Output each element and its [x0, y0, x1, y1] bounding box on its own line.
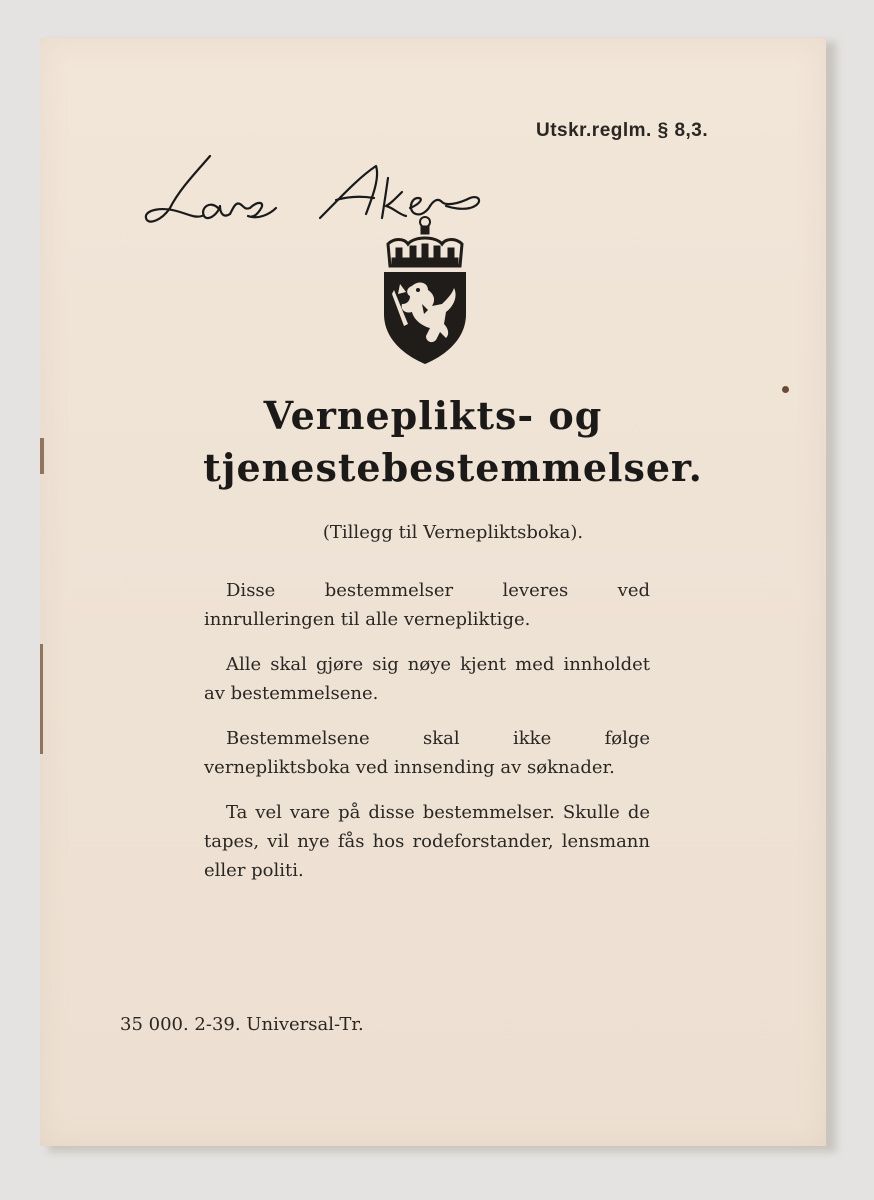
- regulation-reference: Utskr.reglm. § 8,3.: [536, 120, 709, 141]
- paragraph: Disse bestemmelser leveres ved innrulleringen til alle vernepliktige.: [204, 580, 650, 630]
- spine-stain: [40, 644, 43, 754]
- title-line-1: Verneplikts- og: [263, 393, 603, 438]
- norwegian-coat-of-arms-icon: [382, 214, 468, 366]
- instructions-body: [204, 576, 650, 901]
- paragraph: Ta vel vare på disse bestemmelser. Skulle de tapes, vil nye fås hos rodeforstander, lensmann eller politi.: [204, 802, 650, 881]
- handwritten-signature: [140, 148, 540, 238]
- document-subtitle: (Tillegg til Vernepliktsboka).: [322, 522, 584, 543]
- title-line-2: tjenestebestemmelser.: [203, 445, 703, 490]
- booklet-cover: [40, 38, 826, 1146]
- print-imprint: 35 000. 2-39. Universal-Tr.: [120, 1014, 364, 1035]
- paragraph: Bestemmelsene skal ikke følge vernepliktsboka ved innsending av søknader.: [204, 728, 650, 778]
- paragraph: Alle skal gjøre sig nøye kjent med innholdet av bestemmelsene.: [204, 654, 650, 704]
- document-title: [40, 390, 826, 494]
